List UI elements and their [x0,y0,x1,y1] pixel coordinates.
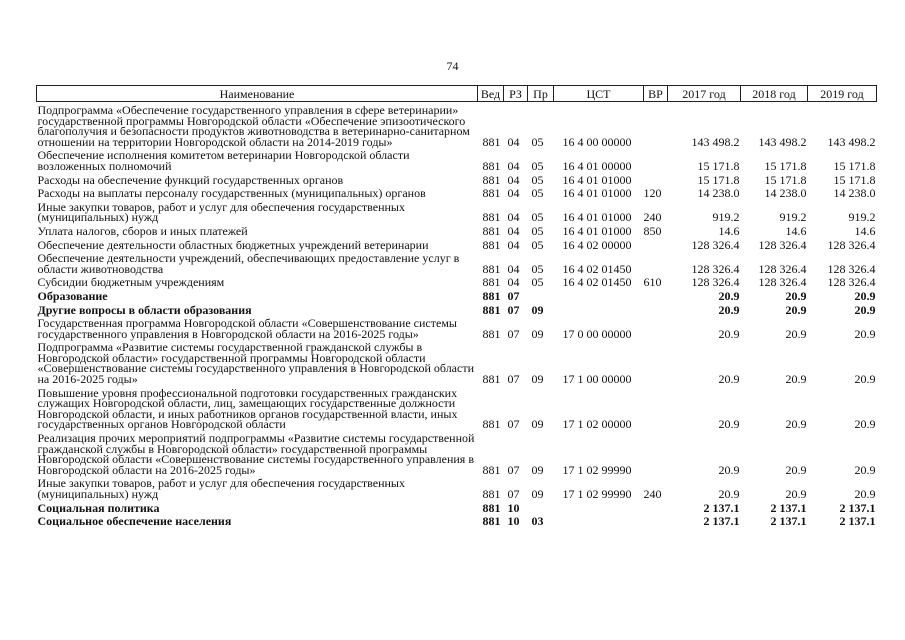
row-ved: 881 [482,326,501,341]
row-vr: 240 [643,210,662,225]
row-ved: 881 [482,261,501,276]
row-2017-value: 2 137.1 [703,500,740,515]
row-cst [554,288,644,302]
row-2018-value: 2 137.1 [770,514,807,529]
row-ved: 881 [482,186,501,201]
row-cst: 16 4 02 01450 [562,261,632,276]
row-pr [528,500,554,514]
row-2019-value: 14 238.0 [833,186,876,201]
row-2019-value: 20.9 [854,288,876,303]
row-cst [554,500,644,514]
row-2019-value: 143 498.2 [827,134,876,149]
row-rz: 07 [507,288,520,303]
row-pr: 05 [531,186,544,201]
row-2017-value: 20.9 [718,326,740,341]
row-2018-value: 20.9 [785,288,807,303]
row-pr: 05 [531,210,544,225]
row-pr: 09 [531,417,544,432]
row-ved: 881 [482,237,501,252]
row-2017-value: 14.6 [718,223,740,238]
row-rz: 04 [507,172,520,187]
row-cst: 17 1 00 00000 [562,372,632,387]
row-2017-value: 20.9 [718,302,740,317]
row-pr: 09 [531,462,544,477]
row-2018-value: 20.9 [785,462,807,477]
row-vr [644,302,668,316]
row-rz: 07 [507,462,520,477]
table-row [37,274,877,288]
row-pr [528,288,554,302]
row-pr: 03 [531,514,544,529]
row-2019-value: 2 137.1 [839,514,876,529]
row-cst [554,513,644,527]
table-row [37,385,877,430]
row-rz: 04 [507,261,520,276]
row-2017-value: 128 326.4 [691,261,740,276]
row-name: Повышение уровня профессиональной подготовки государственных гражданских служащих Новгородской области, лиц, замещающих государственные должности Новгородской области, и иных работников органов государственной власти, иных государственных органов Новгородской области [37,385,458,432]
row-2019-value: 20.9 [854,372,876,387]
row-2019-value: 919.2 [848,210,876,225]
row-2018-value: 128 326.4 [758,261,807,276]
row-name: Реализация прочих мероприятий подпрограммы «Развитие системы государственной гражданской службы в Новгородской области» государственной программы Новгородской области «Совершенствование системы государственного управления в Новгородской области на 2016-2025 годы» [37,431,475,477]
row-ved: 881 [482,417,501,432]
table-row [37,302,877,316]
row-2019-value: 20.9 [854,462,876,477]
row-pr: 09 [531,302,544,317]
row-2018-value: 128 326.4 [758,237,807,252]
row-ved: 881 [482,487,501,501]
row-name: Подпрограмма «Обеспечение государственного управления в сфере ветеринарии» государственной программы Новгородской области «Обеспечение эпизоотического благополучия и безопасности продуктов животноводства в ветеринарно-санитарном отношении на территории Новгородской области на 2014-2019 годы» [37,103,470,149]
row-2018-value: 14 238.0 [764,186,807,201]
table-row [37,288,877,302]
row-rz: 04 [507,158,520,173]
row-vr [644,385,668,430]
header-rz: РЗ [504,86,528,102]
row-vr: 850 [643,223,662,238]
row-name: Обеспечение деятельности учреждений, обеспечивающих предоставление услуг в области животноводства [37,251,460,276]
row-2017-value: 15 171.8 [697,158,740,173]
row-2019-value: 2 137.1 [839,500,876,515]
row-pr: 05 [531,237,544,252]
table-header-row [37,86,877,102]
row-ved: 881 [482,514,501,529]
row-vr [644,500,668,514]
row-ved: 881 [482,302,501,317]
row-ved: 881 [482,210,501,225]
header-2017: 2017 год [668,86,741,102]
header-ved: Вед [478,86,504,102]
row-vr: 610 [643,275,662,290]
row-vr [644,513,668,527]
row-2017-value: 20.9 [718,417,740,432]
row-2017-value: 919.2 [712,210,740,225]
header-2019: 2019 год [808,86,877,102]
row-name: Субсидии бюджетным учреждениям [37,275,225,290]
row-2019-value: 14.6 [854,223,876,238]
row-cst: 16 4 01 01000 [562,223,632,238]
row-2019-value: 20.9 [854,487,876,501]
row-2019-value: 15 171.8 [833,158,876,173]
row-2019-value: 20.9 [854,326,876,341]
row-cst: 17 0 00 00000 [562,326,632,341]
row-name: Образование [37,288,108,303]
row-ved: 881 [482,158,501,173]
row-ved: 881 [482,372,501,387]
row-2017-value: 14 238.0 [697,186,740,201]
row-2018-value: 20.9 [785,302,807,317]
row-2018-value: 15 171.8 [764,172,807,187]
row-2019-value: 128 326.4 [827,275,876,290]
table-row [37,185,877,199]
row-rz: 07 [507,417,520,432]
row-cst: 16 4 01 01000 [562,210,632,225]
row-rz: 07 [507,302,520,317]
row-vr [644,288,668,302]
row-vr [644,102,668,148]
row-2019-value: 128 326.4 [827,261,876,276]
row-name: Государственная программа Новгородской области «Совершенствование системы государственного управления в Новгородской области на 2016-2025 годы» [37,316,457,341]
row-cst: 16 4 02 01450 [562,275,632,290]
table-row [37,237,877,251]
row-2018-value: 20.9 [785,372,807,387]
row-ved: 881 [482,172,501,187]
row-rz: 10 [507,514,520,529]
row-cst: 16 4 01 01000 [562,186,632,201]
header-vr: ВР [644,86,668,102]
row-2019-value: 20.9 [854,417,876,432]
row-rz: 04 [507,186,520,201]
header-cst: ЦСТ [554,86,644,102]
table-row [37,102,877,148]
row-2018-value: 2 137.1 [770,500,807,515]
row-2017-value: 20.9 [718,487,740,501]
table-row [37,147,877,171]
row-2017-value: 128 326.4 [691,237,740,252]
row-rz: 04 [507,223,520,238]
row-vr: 240 [643,487,662,501]
row-rz: 04 [507,275,520,290]
header-2018: 2018 год [741,86,808,102]
row-2017-value: 15 171.8 [697,172,740,187]
row-name: Обеспечение деятельности областных бюджетных учреждений ветеринарии [37,237,429,252]
table-row [37,500,877,514]
row-2019-value: 128 326.4 [827,237,876,252]
row-2017-value: 20.9 [718,288,740,303]
row-rz: 07 [507,326,520,341]
row-2018-value: 15 171.8 [764,158,807,173]
row-rz: 10 [507,500,520,515]
row-cst: 16 4 01 00000 [562,158,632,173]
row-pr: 05 [531,223,544,238]
row-pr: 05 [531,172,544,187]
table-row [37,430,877,475]
row-2018-value: 20.9 [785,487,807,501]
row-ved: 881 [482,275,501,290]
row-2018-value: 20.9 [785,417,807,432]
row-2018-value: 128 326.4 [758,275,807,290]
row-pr: 05 [531,275,544,290]
row-name: Подпрограмма «Развитие системы государственной гражданской службы в Новгородской области» государственной программы Новгородской области «Совершенствование системы государственного управления в Новгородской области на 2016-2025 годы» [37,340,474,387]
row-cst: 16 4 01 01000 [562,172,632,187]
row-2018-value: 143 498.2 [758,134,807,149]
row-cst: 17 1 02 99990 [562,462,632,477]
row-vr [644,172,668,186]
row-vr [644,147,668,171]
row-2017-value: 2 137.1 [703,514,740,529]
table-row [37,315,877,339]
row-rz: 04 [507,237,520,252]
row-name: Расходы на выплаты персоналу государственных (муниципальных) органов [37,186,426,201]
row-name: Иные закупки товаров, работ и услуг для обеспечения государственных (муниципальных) нужд [37,199,405,225]
budget-table [36,85,877,527]
row-vr [644,250,668,274]
header-pr: Пр [528,86,554,102]
row-2019-value: 15 171.8 [833,172,876,187]
page-number: 74 [446,59,459,73]
row-2019-value: 20.9 [854,302,876,317]
row-name: Другие вопросы в области образования [37,302,252,317]
row-ved: 881 [482,134,501,149]
row-name: Иные закупки товаров, работ и услуг для обеспечения государственных (муниципальных) нужд [37,476,405,501]
row-rz: 07 [507,487,520,501]
row-name: Обеспечение исполнения комитетом ветеринарии Новгородской области возложенных полномочий [37,148,410,173]
row-vr [644,339,668,384]
row-cst [554,302,644,316]
row-rz: 04 [507,210,520,225]
row-ved: 881 [482,462,501,477]
row-2018-value: 14.6 [785,223,807,238]
row-ved: 881 [482,223,501,238]
row-rz: 07 [507,372,520,387]
row-2017-value: 20.9 [718,462,740,477]
row-ved: 881 [482,288,501,303]
row-2018-value: 20.9 [785,326,807,341]
table-row [37,199,877,223]
row-pr: 09 [531,326,544,341]
row-pr: 05 [531,134,544,149]
row-vr [644,237,668,251]
row-2018-value: 919.2 [779,210,807,225]
table-row [37,475,877,499]
row-pr: 05 [531,261,544,276]
row-name: Расходы на обеспечение функций государственных органов [37,172,344,187]
row-pr: 09 [531,372,544,387]
header-name: Наименование [37,86,478,102]
table-row [37,339,877,384]
row-rz: 04 [507,134,520,149]
row-2017-value: 143 498.2 [691,134,740,149]
table-body [37,102,877,527]
row-pr: 09 [531,487,544,501]
row-vr [644,430,668,475]
row-name: Уплата налогов, сборов и иных платежей [37,223,248,238]
row-name: Социальная политика [37,500,160,515]
row-cst: 16 4 02 00000 [562,237,632,252]
row-ved: 881 [482,500,501,515]
row-pr: 05 [531,158,544,173]
row-2017-value: 128 326.4 [691,275,740,290]
row-cst: 16 4 00 00000 [562,134,632,149]
table-row [37,223,877,237]
row-vr: 120 [643,186,662,201]
row-cst: 17 1 02 99990 [562,487,632,501]
row-cst: 17 1 02 00000 [562,417,632,432]
row-2017-value: 20.9 [718,372,740,387]
table-row [37,172,877,186]
table-row [37,513,877,527]
row-vr [644,315,668,339]
table-row [37,250,877,274]
row-name: Социальное обеспечение населения [37,514,232,529]
